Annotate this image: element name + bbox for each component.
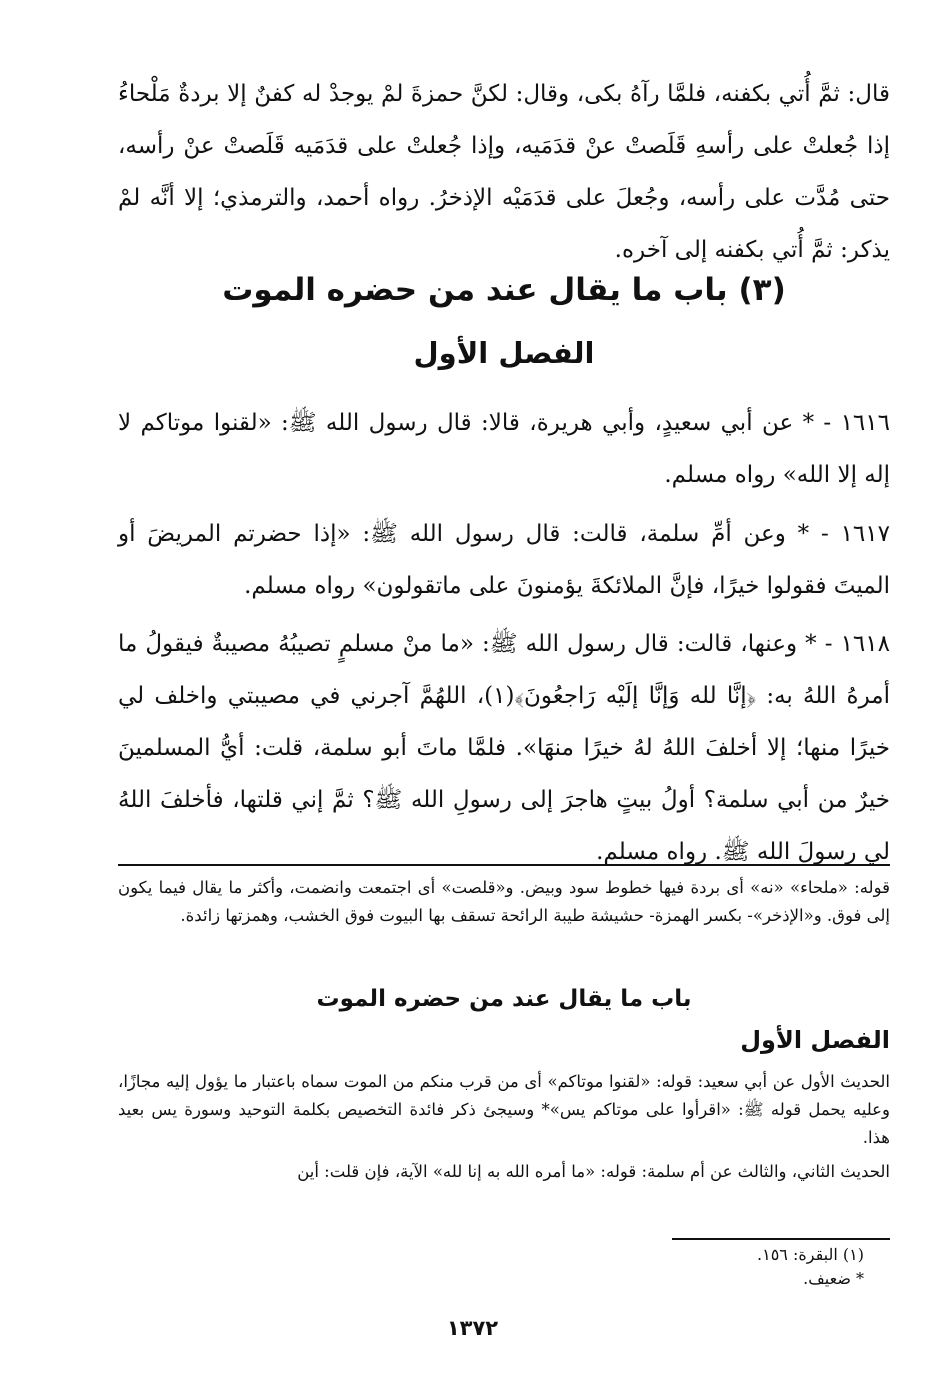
hadith-text: ١٦١٨ - * وعنها، قالت: قال رسول الله ﷺ: «ما منْ مسلمٍ تصيبُهُ مصيبةٌ فيقولُ ما أمرهُ اللهُ به: ﴿إنَّا لله وَإنَّا إلَيْه رَاجعُونَ﴾(١)، اللهُمَّ آجرني في مصيبتي واخلف لي خيرًا منها؛ إلا أخلفَ اللهُ لهُ خيرًا منهَا». فلمَّا ماتَ أبو سلمة، قلت: أيُّ المسلمينَ خيرٌ من أبي سلمة؟ أولُ بيتٍ هاجرَ إلى رسولِ الله ﷺ؟ ثمَّ إني قلتها، فأخلفَ اللهُ لي رسولَ الله ﷺ. رواه مسلم. xyxy=(118,631,891,865)
sharh-block xyxy=(118,1068,890,1192)
hadith-1616 xyxy=(118,397,890,501)
hadith-1617 xyxy=(118,508,890,612)
sharh-paragraph: الحديث الأول عن أبي سعيد: قوله: «لقنوا موتاكم» أى من قرب منكم من الموت سماه باعتبار ما يؤول إليه مجازًا، وعليه يحمل قوله ﷺ: «اقرأوا على موتاكم يس»* وسيجئ ذكر فائدة التخصيص بكلمة التوحيد وسورة يس بعيد هذا. xyxy=(118,1072,890,1147)
hadith-1618 xyxy=(118,618,890,878)
chapter-title: (٣) باب ما يقال عند من حضره الموت xyxy=(222,272,786,308)
page-number: ١٣٧٢ xyxy=(446,1316,499,1340)
footnote-divider xyxy=(672,1238,890,1240)
sharh-chapter-title: باب ما يقال عند من حضره الموت xyxy=(316,986,692,1012)
gloss-block xyxy=(118,874,890,936)
sharh-paragraph: الحديث الثاني، والثالث عن أم سلمة: قوله: «ما أمره الله به إنا لله» الآية، فإن قلت: أين xyxy=(297,1162,890,1181)
hadith-text: ١٦١٦ - * عن أبي سعيدٍ، وأبي هريرة، قالا: قال رسول الله ﷺ: «لقنوا موتاكم لا إله إلا الله» رواه مسلم. xyxy=(118,410,890,488)
section-divider xyxy=(118,864,890,866)
footnote: (١) البقرة: ١٥٦. xyxy=(757,1245,864,1264)
sharh-section-title: الفصل الأول xyxy=(740,1026,890,1054)
footnote: * ضعيف. xyxy=(803,1269,864,1288)
intro-paragraph: قال: ثمَّ أُتي بكفنه، فلمَّا رآهُ بكى، وقال: لكنَّ حمزةَ لمْ يوجدْ له كفنٌ إلا بردةٌ مَلْحاءُ إذا جُعلتْ على رأسهِ قَلَصتْ عنْ قدَمَيه، وإذا جُعلتْ على قدَمَيه قَلَصتْ عنْ رأسه، حتى مُدَّت على رأسه، وجُعلَ على قدَمَيْه الإذخرُ. رواه أحمد، والترمذي؛ إلا أنَّه لمْ يذكر: ثمَّ أُتي بكفنه إلى آخره. xyxy=(118,81,890,263)
section-title: الفصل الأول xyxy=(413,336,595,370)
gloss-text: قوله: «ملحاء» «نه» أى بردة فيها خطوط سود وبيض. و«قلصت» أى اجتمعت وانضمت، وأكثر ما يقال فيما يكون إلى فوق. و«الإذخر»- بكسر الهمزة- حشيشة طيبة الرائحة تسقف بها البيوت فوق الخشب، وهمزتها زائدة. xyxy=(118,878,890,925)
hadith-text: ١٦١٧ - * وعن أمِّ سلمة، قالت: قال رسول الله ﷺ: «إذا حضرتم المريضَ أو الميتَ فقولوا خيرًا، فإنَّ الملائكةَ يؤمنونَ على ماتقولون» رواه مسلم. xyxy=(118,521,890,599)
